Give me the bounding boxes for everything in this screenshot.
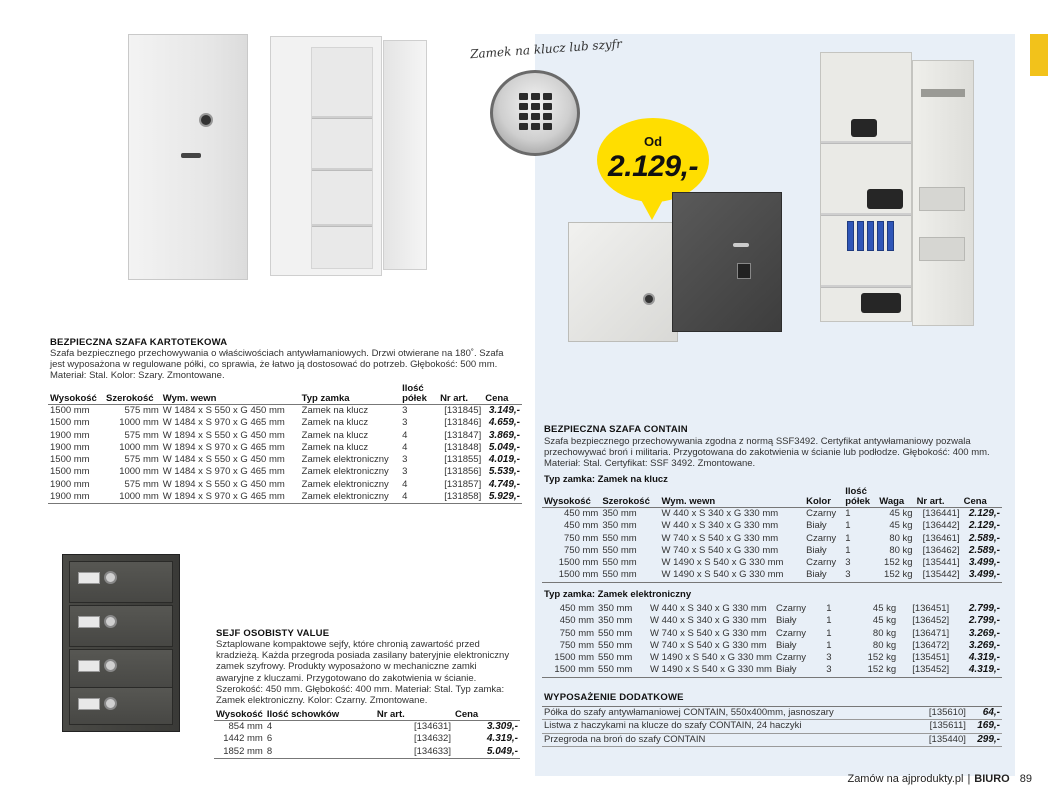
column-header: Ilość półek	[843, 487, 877, 508]
table-cell: Przegroda na broń do szafy CONTAIN	[542, 733, 916, 746]
table-cell: 1	[826, 603, 832, 614]
contain-cabinet-open-image	[820, 52, 912, 322]
column-header: Typ zamka	[300, 384, 400, 405]
table-cell: Zamek na klucz	[301, 429, 369, 441]
table-cell: 1	[826, 639, 832, 651]
contain-description: Szafa bezpiecznego przechowywania zgodna z normą SSF3492. Certyfikat antywłamaniowy pozwala przechowywać broń i militaria. Przygotowana do zakotwienia w ścianie lub podłodze. Głębokość: 400 mm. Materiał: Stal. Certyfikat: SSF 3492. Zmontowane.	[544, 436, 990, 470]
footer-category: BIURO	[974, 773, 1010, 785]
shelf	[312, 224, 372, 227]
table-header-row	[48, 384, 522, 405]
table-cell: W 1484 x S 970 x G 465 mm	[162, 466, 285, 478]
filing-cabinet-open-image	[270, 36, 382, 276]
table-cell: 575 mm	[124, 429, 159, 441]
table-cell: Półka do szafy antywłamaniowej CONTAIN, 550x400mm, jasnoszary	[542, 707, 916, 720]
cabinet-open-door	[383, 40, 427, 270]
accessories-title: WYPOSAŻENIE DODATKOWE	[544, 692, 684, 703]
table-cell: 45 kg	[889, 508, 913, 519]
table-cell: 4.319,-	[486, 733, 518, 745]
keypad-icon	[737, 263, 751, 279]
table-cell: 550 mm	[602, 532, 637, 544]
column-header: Cena	[483, 384, 522, 405]
table-cell: Zamek elektroniczny	[301, 478, 389, 490]
table-row	[542, 707, 1002, 720]
table-cell: 64,-	[968, 707, 1002, 720]
table-cell: W 1490 x S 540 x G 330 mm	[649, 652, 772, 664]
table-cell: Czarny	[775, 603, 807, 614]
contain-key-table	[542, 487, 1002, 583]
price-burst	[597, 118, 709, 202]
safe-drawer	[69, 605, 173, 647]
table-cell: 8	[265, 746, 375, 759]
table-row	[542, 508, 1002, 521]
table-cell: 750 mm	[559, 627, 595, 639]
table-cell: 1	[845, 532, 851, 544]
table-cell: Czarny	[806, 557, 837, 569]
table-cell: [131856]	[444, 466, 482, 478]
column-header: Szerokość	[104, 384, 161, 405]
table-cell: [131857]	[444, 478, 482, 490]
electronic-lock-image	[490, 70, 580, 156]
accessories-table	[542, 706, 1002, 747]
page-number: 89	[1019, 773, 1032, 785]
table-row	[542, 569, 1002, 582]
black-safe-image	[672, 192, 782, 332]
table-cell: Zamek elektroniczny	[300, 491, 400, 504]
table-row	[542, 603, 1002, 615]
table-cell: [131855]	[444, 454, 482, 466]
column-header: Ilość schowków	[265, 710, 375, 721]
table-cell: Biały	[806, 544, 827, 556]
table-cell: 350 mm	[598, 603, 633, 614]
table-cell: 3.269,-	[968, 627, 1000, 639]
table-cell: W 740 x S 540 x G 330 mm	[649, 639, 767, 651]
table-row	[48, 417, 522, 429]
table-cell: [131846]	[444, 417, 482, 429]
table-cell: 750 mm	[564, 532, 599, 544]
table-cell: 1852 mm	[214, 746, 265, 759]
table-cell: 450 mm	[564, 508, 599, 519]
table-row	[214, 721, 520, 734]
table-cell: 550 mm	[598, 639, 633, 651]
table-cell: 152 kg	[867, 652, 897, 664]
table-cell: 450 mm	[564, 520, 599, 532]
lock-icon	[199, 113, 213, 127]
kartotekowa-description: Szafa bezpiecznego przechowywania o właściwościach antywłamaniowych. Drzwi otwierane na 180˚. Szafa jest wyposażona w regulowane półki, co sprawia, że łatwo ją dostosować do potrzeb. Głębokość: 500 mm. Materiał: Stal. Kolor: Szary. Zmontowane.	[50, 348, 504, 382]
table-cell: 45 kg	[872, 603, 897, 614]
table-header-row	[214, 710, 520, 721]
page-footer	[847, 773, 1032, 785]
table-cell: 5.539,-	[488, 466, 520, 478]
table-cell: 4.659,-	[488, 417, 520, 429]
table-row	[542, 533, 1002, 545]
door-pocket	[919, 187, 965, 211]
table-cell: [131858]	[438, 491, 483, 504]
table-cell: 80 kg	[872, 627, 897, 639]
table-row	[48, 454, 522, 466]
table-cell: 550 mm	[602, 557, 637, 569]
binder-item	[877, 221, 884, 251]
table-cell: [136452]	[912, 615, 950, 627]
table-cell: [136462]	[922, 544, 960, 556]
table-cell: [131848]	[444, 441, 482, 453]
table-cell: 3.499,-	[962, 569, 1002, 582]
order-link[interactable]: Zamów na ajprodukty.pl	[847, 773, 964, 785]
table-cell: W 1490 x S 540 x G 330 mm	[649, 664, 772, 676]
table-cell: 1900 mm	[50, 478, 90, 490]
table-cell: 3	[824, 664, 848, 677]
filing-cabinet-closed-image	[128, 34, 248, 280]
table-row	[542, 545, 1002, 557]
table-cell: 3.309,-	[486, 721, 518, 732]
table-cell: [135610]	[916, 707, 968, 720]
table-cell: 4	[402, 478, 408, 490]
table-row	[542, 652, 1002, 664]
table-row	[542, 520, 1002, 532]
table-cell: [135611]	[916, 720, 968, 733]
table-cell: 4	[266, 721, 273, 732]
table-row	[214, 733, 520, 745]
table-cell: 1900 mm	[48, 491, 104, 504]
table-cell: Biały	[804, 569, 843, 582]
kartotekowa-table	[48, 384, 522, 504]
table-cell: 1442 mm	[223, 733, 263, 745]
kartotekowa-title: BEZPIECZNA SZAFA KARTOTEKOWA	[50, 337, 228, 348]
sejf-table	[214, 710, 520, 759]
shelf	[821, 141, 911, 144]
table-cell: 4	[402, 441, 408, 453]
table-cell: 550 mm	[602, 544, 637, 556]
table-cell: [134632]	[414, 733, 451, 745]
table-cell: 1500 mm	[542, 664, 596, 677]
table-cell: 2.129,-	[968, 508, 1000, 519]
table-cell: 550 mm	[598, 652, 633, 664]
table-cell: 3	[402, 466, 408, 478]
table-cell: Biały	[775, 639, 797, 651]
table-cell: 2.589,-	[968, 544, 1000, 556]
table-cell: 575 mm	[124, 478, 159, 490]
table-cell: 45 kg	[889, 520, 913, 532]
table-cell: W 1484 x S 550 x G 450 mm	[162, 405, 285, 416]
camera-item	[851, 119, 877, 137]
table-cell: 3	[843, 569, 877, 582]
table-cell: W 440 x S 340 x G 330 mm	[661, 508, 779, 519]
table-cell: 1900 mm	[50, 429, 90, 441]
table-cell: W 1484 x S 970 x G 465 mm	[162, 417, 285, 429]
table-cell: 80 kg	[872, 639, 897, 651]
table-cell: [135441]	[922, 557, 960, 569]
table-cell: [136442]	[922, 520, 960, 532]
table-cell: 3	[845, 557, 851, 569]
binder-item	[867, 221, 874, 251]
table-cell: W 1490 x S 540 x G 330 mm	[659, 569, 804, 582]
table-cell: 5.049,-	[453, 746, 520, 759]
table-cell: Biały	[775, 615, 797, 627]
contain-electronic-table	[542, 603, 1002, 678]
table-cell: 450 mm	[559, 603, 595, 614]
table-cell: 3	[402, 454, 408, 466]
door-pocket	[919, 237, 965, 261]
table-cell: 4.319,-	[968, 652, 1000, 664]
table-cell: Zamek na klucz	[301, 441, 369, 453]
table-cell: 3.499,-	[968, 557, 1000, 569]
table-cell: 1	[845, 544, 851, 556]
table-cell: 152 kg	[849, 664, 899, 677]
table-cell: [136471]	[912, 627, 950, 639]
safe-drawer	[69, 561, 173, 603]
table-cell: Biały	[774, 664, 824, 677]
table-cell: Zamek elektroniczny	[301, 466, 389, 478]
table-cell: 1500 mm	[50, 417, 90, 429]
lock-icon	[643, 293, 655, 305]
table-row	[48, 430, 522, 442]
table-cell: 550 mm	[598, 627, 633, 639]
table-cell: 1500 mm	[542, 569, 600, 582]
table-cell: [131845]	[444, 405, 482, 416]
table-cell: W 740 x S 540 x G 330 mm	[649, 627, 767, 639]
shelf	[312, 116, 372, 119]
safe-drawer	[69, 687, 173, 725]
table-row	[542, 720, 1002, 733]
column-header: Cena	[453, 710, 520, 721]
contain-title: BEZPIECZNA SZAFA CONTAIN	[544, 424, 688, 435]
table-cell: 750 mm	[559, 639, 595, 651]
binder-item	[857, 221, 864, 251]
table-cell: [131847]	[444, 429, 482, 441]
table-cell: 854 mm	[228, 721, 263, 732]
table-cell: Czarny	[806, 508, 837, 519]
table-cell: W 1490 x S 540 x G 330 mm	[661, 557, 784, 569]
table-cell: 5.929,-	[483, 491, 522, 504]
table-cell: 1900 mm	[50, 441, 90, 453]
sejf-description: Sztaplowane kompaktowe sejfy, które chronią zawartość przed kradzieżą. Każda przegroda posiada zasilany bateryjnie elektroniczny zamek szyfrowy. Produkty wyposażono w mechaniczne zamki awaryjne z kluczami. Przygotowano do zakotwienia w ścianie. Szerokość: 450 mm. Głębokość: 400 mm. Materiał: Stal. Typ zamka: Zamek elektroniczny. Kolor: Czarny. Zmontowane.	[216, 639, 510, 707]
section-tab-marker	[1030, 34, 1048, 76]
binder-item	[847, 221, 854, 251]
table-cell: Zamek elektroniczny	[301, 454, 389, 466]
table-row	[48, 491, 522, 504]
table-row	[542, 664, 1002, 677]
table-cell: 1000 mm	[104, 491, 161, 504]
column-header: Nr art.	[915, 487, 962, 508]
column-header: Cena	[962, 487, 1002, 508]
column-header: Nr art.	[438, 384, 483, 405]
table-cell: 350 mm	[598, 615, 633, 627]
table-cell: [136472]	[912, 639, 950, 651]
table-header-row	[542, 487, 1002, 508]
table-cell: 5.049,-	[488, 441, 520, 453]
table-cell: 550 mm	[600, 569, 659, 582]
table-cell: Zamek na klucz	[301, 417, 369, 429]
table-cell: 3.269,-	[968, 639, 1000, 651]
table-cell: Czarny	[775, 627, 807, 639]
column-header: Nr art.	[375, 710, 453, 721]
contain-cabinet-door	[912, 60, 974, 326]
table-cell: 1500 mm	[50, 405, 90, 416]
table-cell: W 1894 x S 550 x G 450 mm	[162, 478, 285, 490]
table-cell: 1000 mm	[119, 441, 159, 453]
column-header: Kolor	[804, 487, 843, 508]
table-cell: 450 mm	[559, 615, 595, 627]
table-cell: [136451]	[912, 603, 950, 614]
table-cell: W 740 x S 540 x G 330 mm	[661, 544, 779, 556]
column-header: Wysokość	[216, 709, 263, 720]
table-cell: 152 kg	[884, 557, 913, 569]
contain-subhead-electronic: Typ zamka: Zamek elektroniczny	[544, 589, 692, 600]
table-cell: Czarny	[806, 532, 837, 544]
table-cell: 2.129,-	[968, 520, 1000, 532]
table-cell: 299,-	[968, 733, 1002, 746]
table-row	[48, 479, 522, 491]
keypad-icon	[519, 93, 552, 130]
shelf	[821, 213, 911, 216]
column-header: Waga	[877, 487, 914, 508]
table-cell: 3	[402, 417, 408, 429]
price-burst-value: 2.129,-	[608, 150, 698, 183]
shelf	[821, 285, 911, 288]
lock-callout-text: Zamek na klucz lub szyfr	[469, 36, 623, 62]
table-cell: 3.869,-	[488, 429, 520, 441]
table-cell: 1000 mm	[119, 466, 159, 478]
table-row	[542, 733, 1002, 746]
table-cell: 750 mm	[564, 544, 599, 556]
column-header: Wysokość	[48, 384, 104, 405]
column-header: Wysokość	[542, 487, 600, 508]
price-burst-prefix: Od	[643, 134, 663, 149]
table-cell: 575 mm	[124, 405, 159, 416]
table-cell: Czarny	[775, 652, 807, 664]
table-cell: 350 mm	[602, 520, 637, 532]
door-handle-icon	[181, 153, 201, 158]
table-cell: Biały	[806, 520, 827, 532]
column-header: Wym. wewn	[659, 487, 804, 508]
table-cell: [136461]	[922, 532, 960, 544]
table-cell: 2.799,-	[968, 603, 1000, 614]
table-cell: W 1894 x S 550 x G 450 mm	[162, 429, 285, 441]
key-hooks-rail	[921, 89, 965, 97]
table-cell: W 440 x S 340 x G 330 mm	[649, 615, 767, 627]
sejf-title: SEJF OSOBISTY VALUE	[216, 628, 330, 639]
table-row	[48, 466, 522, 478]
table-cell: W 1894 x S 970 x G 465 mm	[161, 491, 300, 504]
white-safe-image	[568, 222, 678, 342]
table-cell: 1500 mm	[554, 652, 595, 664]
binder-item	[887, 221, 894, 251]
table-cell: 1	[845, 508, 851, 519]
table-cell: 2.799,-	[968, 615, 1000, 627]
table-row	[542, 557, 1002, 569]
table-row	[48, 442, 522, 454]
column-header: Wym. wewn	[161, 384, 300, 405]
table-row	[48, 405, 522, 418]
table-cell: [136441]	[922, 508, 960, 519]
table-cell: Zamek na klucz	[301, 405, 369, 416]
table-cell: 1500 mm	[558, 557, 599, 569]
cabinet-interior	[311, 47, 373, 269]
table-cell: 575 mm	[124, 454, 159, 466]
table-cell: 350 mm	[602, 508, 637, 519]
table-cell: 80 kg	[889, 544, 913, 556]
camera-item	[867, 189, 903, 209]
table-cell: [134633]	[375, 746, 453, 759]
table-cell: W 1894 x S 970 x G 465 mm	[162, 441, 285, 453]
table-cell: 1	[845, 520, 851, 532]
table-cell: W 440 x S 340 x G 330 mm	[649, 603, 767, 614]
table-cell: 169,-	[968, 720, 1002, 733]
table-cell: 1500 mm	[50, 466, 90, 478]
table-cell: [135452]	[898, 664, 951, 677]
contain-subhead-key: Typ zamka: Zamek na klucz	[544, 474, 668, 485]
table-cell: 4	[402, 429, 408, 441]
table-cell: 550 mm	[596, 664, 648, 677]
table-cell: 1500 mm	[50, 454, 90, 466]
table-cell: W 740 x S 540 x G 330 mm	[661, 532, 779, 544]
table-cell: W 440 x S 340 x G 330 mm	[661, 520, 779, 532]
table-cell: 45 kg	[872, 615, 897, 627]
personal-safe-image	[62, 554, 180, 732]
table-cell: 4.749,-	[488, 478, 520, 490]
table-cell: 1	[826, 627, 832, 639]
table-cell: Listwa z haczykami na klucze do szafy CONTAIN, 24 haczyki	[542, 720, 916, 733]
table-row	[542, 628, 1002, 640]
table-cell: 4	[400, 491, 438, 504]
table-cell: 4.319,-	[951, 664, 1002, 677]
table-cell: 6	[266, 733, 273, 745]
table-cell: [134631]	[414, 721, 451, 732]
door-handle-icon	[733, 243, 749, 247]
table-cell: 1	[826, 615, 832, 627]
column-header: Szerokość	[600, 487, 659, 508]
table-cell: W 1484 x S 550 x G 450 mm	[162, 454, 285, 466]
table-cell: 1000 mm	[119, 417, 159, 429]
table-cell: [135440]	[916, 733, 968, 746]
camera-item	[861, 293, 901, 313]
table-cell: [135442]	[915, 569, 962, 582]
table-cell: 3	[402, 405, 408, 416]
table-row	[542, 615, 1002, 627]
table-cell: [135451]	[912, 652, 950, 664]
table-cell: 4.019,-	[488, 454, 520, 466]
table-cell: 152 kg	[877, 569, 914, 582]
footer-separator: |	[967, 773, 971, 785]
column-header: Ilość półek	[400, 384, 438, 405]
table-cell: 80 kg	[889, 532, 913, 544]
table-cell: 2.589,-	[968, 532, 1000, 544]
price-burst-pointer	[640, 198, 664, 220]
table-row	[542, 640, 1002, 652]
safe-drawer	[69, 649, 173, 691]
table-cell: 3	[826, 652, 832, 664]
table-row	[214, 746, 520, 759]
table-cell: 3.149,-	[488, 405, 520, 416]
shelf	[312, 168, 372, 171]
